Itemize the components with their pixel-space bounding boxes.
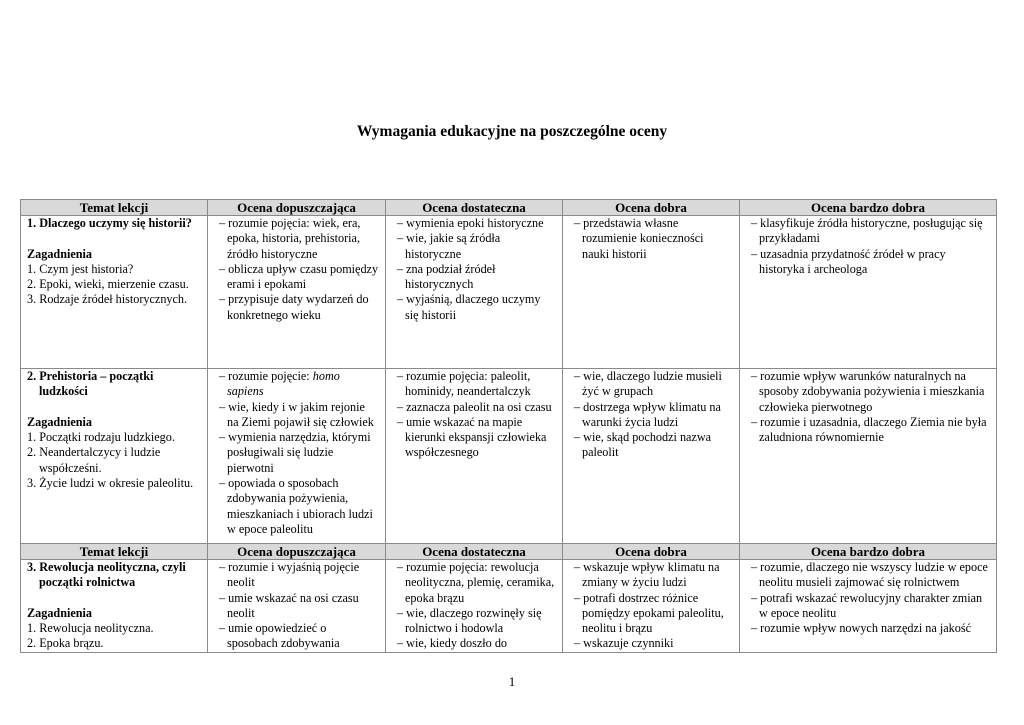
list-item: 3. Rodzaje źródeł historycznych. <box>27 292 188 307</box>
list-item: – wie, kiedy doszło do <box>397 636 508 651</box>
list-item: – przypisuje daty wydarzeń do konkretnego wieku <box>219 292 369 322</box>
list-item: – rozumie wpływ warunków naturalnych na sposoby zdobywania pożywienia i mieszkania człowieka pierwotnego <box>751 369 985 414</box>
page-title: Wymagania edukacyjne na poszczególne oceny <box>356 123 668 140</box>
list-item: – wie, dlaczego rozwinęły się rolnictwo i hodowla <box>397 605 542 636</box>
header-topic: Temat lekcji <box>21 200 208 216</box>
term-italic: homo sapiens <box>227 369 340 399</box>
requirements-table-2 <box>20 543 997 653</box>
header-bardzo-dobra: Ocena bardzo dobra <box>740 544 997 560</box>
dobra-cell <box>563 369 740 555</box>
bardzo-dobra-cell <box>740 369 997 555</box>
zagadnienia-label: Zagadnienia <box>27 246 93 261</box>
topic-title: 3. Rewolucja neolityczna, czyli początki rolnictwa <box>27 560 186 590</box>
list-item: – rozumie i wyjaśnią pojęcie neolit <box>219 560 360 590</box>
zagadnienia-label: Zagadnienia <box>27 605 93 620</box>
topic-title: 1. Dlaczego uczymy się historii? <box>27 216 192 230</box>
list-item: – potrafi dostrzec różnice pomiędzy epokami paleolitu, neolitu i brązu <box>574 590 724 636</box>
list-item: – wyjaśnią, dlaczego uczymy się historii <box>397 292 541 322</box>
list-item: – potrafi wskazać rewolucyjny charakter zmian w epoce neolitu <box>751 590 983 620</box>
cell-clip <box>569 560 733 652</box>
page-number: 1 <box>508 674 516 689</box>
list-item: – przedstawia własne rozumienie konieczności nauki historii <box>574 216 704 261</box>
list-item: 2. Neandertalczycy i ludzie współcześni. <box>27 445 161 475</box>
table-row <box>21 369 997 555</box>
list-item: – opowiada o sposobach zdobywania pożywienia, mieszkaniach i ubiorach ludzi w epoce paleolitu <box>219 476 373 536</box>
dostateczna-cell <box>386 369 563 555</box>
list-item: – umie wskazać na mapie kierunki ekspansji człowieka współczesnego <box>397 414 547 460</box>
term-prefix: – rozumie pojęcie: <box>219 369 313 383</box>
list-item: – wymienia epoki historyczne <box>397 216 544 230</box>
table-header-row <box>21 544 997 560</box>
zagadnienia-label: Zagadnienia <box>27 414 93 429</box>
topic-title: 2. Prehistoria – początki ludzkości <box>27 369 154 399</box>
list-item <box>214 369 379 400</box>
cell-clip <box>392 560 556 652</box>
list-item: – rozumie i uzasadnia, dlaczego Ziemia nie była zaludniona równomiernie <box>751 414 987 445</box>
dopuszczajaca-cell <box>208 560 386 653</box>
list-item: – zna podział źródeł historycznych <box>397 261 496 292</box>
list-item: – umie wskazać na osi czasu neolit <box>219 590 359 620</box>
dostateczna-cell <box>386 216 563 369</box>
header-dopuszczajaca: Ocena dopuszczająca <box>208 544 386 560</box>
dostateczna-cell <box>386 560 563 653</box>
header-bardzo-dobra: Ocena bardzo dobra <box>740 200 997 216</box>
header-dopuszczajaca: Ocena dopuszczająca <box>208 200 386 216</box>
list-item: – dostrzega wpływ klimatu na warunki życia ludzi <box>574 399 721 429</box>
header-dobra: Ocena dobra <box>563 544 740 560</box>
bardzo-dobra-cell <box>740 560 997 653</box>
list-item: – rozumie, dlaczego nie wszyscy ludzie w epoce neolitu musieli zajmować się rolnictwem <box>751 560 988 590</box>
cell-clip <box>27 560 201 652</box>
list-item: – rozumie wpływ nowych narzędzi na jakość <box>751 621 971 636</box>
dopuszczajaca-cell <box>208 369 386 555</box>
dobra-cell <box>563 216 740 369</box>
list-item: – wskazuje wpływ klimatu na zmiany w życiu ludzi <box>574 560 720 590</box>
list-item: – rozumie pojęcia: wiek, era, epoka, historia, prehistoria, źródło historyczne <box>219 216 361 261</box>
topic-cell <box>21 369 208 555</box>
list-item: – wie, kiedy i w jakim rejonie na Ziemi pojawił się człowiek <box>219 399 374 429</box>
bardzo-dobra-cell <box>740 216 997 369</box>
table-header-row <box>21 200 997 216</box>
requirements-table-1 <box>20 199 997 555</box>
list-item: 1. Czym jest historia? <box>27 261 134 276</box>
list-item: 1. Początki rodzaju ludzkiego. <box>27 430 175 445</box>
list-item: – wie, dlaczego ludzie musieli żyć w grupach <box>574 369 722 399</box>
dopuszczajaca-cell <box>208 216 386 369</box>
list-item: 2. Epoka brązu. <box>27 636 104 651</box>
header-dostateczna: Ocena dostateczna <box>386 200 563 216</box>
cell-clip <box>746 560 990 652</box>
list-item: – umie opowiedzieć o sposobach zdobywania <box>219 621 340 651</box>
list-item: – wie, jakie są źródła historyczne <box>397 231 501 261</box>
list-item: – rozumie pojęcia: paleolit, hominidy, neandertalczyk <box>397 369 531 399</box>
dobra-cell <box>563 560 740 653</box>
list-item: – wie, skąd pochodzi nazwa paleolit <box>574 430 712 460</box>
list-item: 1. Rewolucja neolityczna. <box>27 621 154 636</box>
list-item: – zaznacza paleolit na osi czasu <box>397 399 552 414</box>
list-item: 2. Epoki, wieki, mierzenie czasu. <box>27 277 189 292</box>
header-dobra: Ocena dobra <box>563 200 740 216</box>
table-row <box>21 560 997 653</box>
table-row <box>21 216 997 369</box>
header-topic: Temat lekcji <box>21 544 208 560</box>
list-item: – uzasadnia przydatność źródeł w pracy historyka i archeologa <box>751 246 946 276</box>
list-item: – wskazuje czynniki <box>574 636 674 651</box>
list-item: – rozumie pojęcia: rewolucja neolityczna, plemię, ceramika, epoka brązu <box>397 560 555 605</box>
topic-cell <box>21 560 208 653</box>
list-item: 3. Życie ludzi w okresie paleolitu. <box>27 476 194 491</box>
topic-cell <box>21 216 208 369</box>
header-dostateczna: Ocena dostateczna <box>386 544 563 560</box>
list-item: – wymienia narzędzia, którymi posługiwali się ludzie pierwotni <box>219 430 371 475</box>
list-item: – oblicza upływ czasu pomiędzy erami i epokami <box>219 261 379 292</box>
cell-clip <box>214 560 379 652</box>
list-item: – klasyfikuje źródła historyczne, posługując się przykładami <box>751 216 983 246</box>
